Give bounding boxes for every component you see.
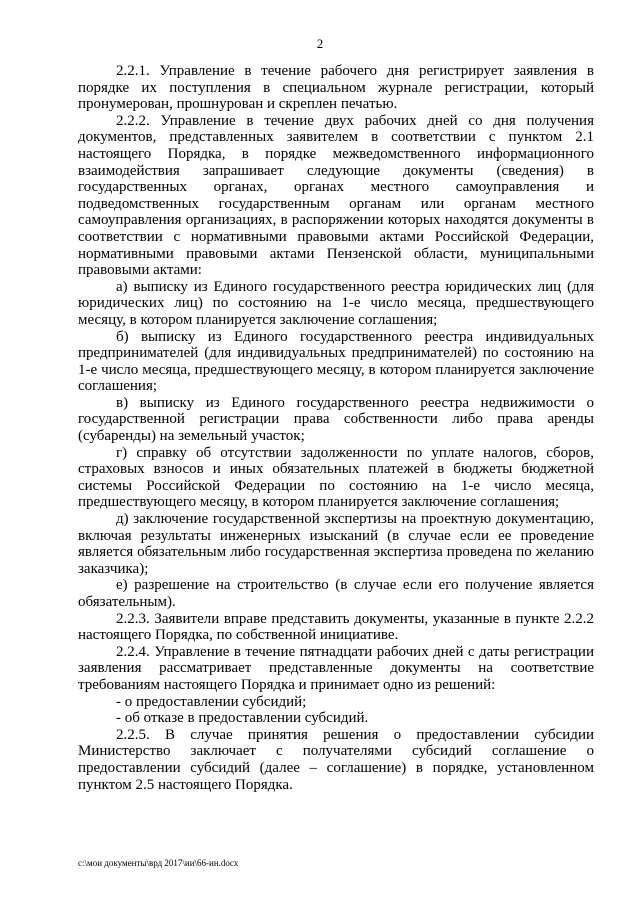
decision-option-refuse: - об отказе в предоставлении субсидий. (116, 710, 369, 727)
list-item-b: б) выписку из Единого государственного реестра индивидуальных предпринимателей (для индивидуальных предпринимателей) по состоянию на 1-е число месяца, предшествующего месяцу, в котором планируется заключение соглашения; (78, 328, 594, 395)
footer-file-path: c:\мои документы\врд 2017\ии\66-ин.docx (78, 858, 239, 868)
paragraph-2-2-2: 2.2.2. Управление в течение двух рабочих дней со дня получения документов, представленных заявителем в соответствии с пунктом 2.1 настоящего Порядка, в порядке межведомственного информационного взаимодействия запрашивает следующие документы (сведения) в государственных органах, органах местного самоуправления и подведомственных государственным органам или органам местного самоуправления организациях, в распоряжении которых находятся документы в соответствии с нормативными правовыми актами Российской Федерации, нормативными правовыми актами Пензенской области, муниципальными правовыми актами: (78, 112, 594, 279)
list-item-a: а) выписку из Единого государственного реестра юридических лиц (для юридических лиц) по состоянию на 1-е число месяца, предшествующего месяцу, в котором планируется заключение соглашения; (78, 278, 594, 328)
list-item-e: е) разрешение на строительство (в случае если его получение является обязательным). (78, 577, 594, 610)
decision-option-grant: - о предоставлении субсидий; (116, 693, 307, 710)
list-item-g: г) справку об отсутствии задолженности по уплате налогов, сборов, страховых взносов и иных обязательных платежей в бюджеты бюджетной системы Российской Федерации по состоянию на 1-е число месяца, предшествующего месяцу, в котором планируется заключение соглашения; (78, 444, 594, 511)
list-item-v: в) выписку из Единого государственного реестра недвижимости о государственной регистрации права собственности либо права аренды (субаренды) на земельный участок; (78, 394, 594, 445)
paragraph-2-2-1: 2.2.1. Управление в течение рабочего дня регистрирует заявления в порядке их поступления в специальном журнале регистрации, который пронумерован, прошнурован и скреплен печатью. (78, 63, 594, 113)
paragraph-2-2-3: 2.2.3. Заявители вправе представить документы, указанные в пункте 2.2.2 настоящего Порядка, по собственной инициативе. (78, 610, 594, 644)
list-item-d: д) заключение государственной экспертизы на проектную документацию, включая результаты инженерных изысканий (в случае если ее проведение является обязательным либо государственная экспертиза проведена по желанию заказчика); (78, 511, 594, 577)
page-number: 2 (316, 36, 324, 51)
paragraph-2-2-4: 2.2.4. Управление в течение пятнадцати рабочих дней с даты регистрации заявления рассматривает представленные документы на соответствие требованиям настоящего Порядка и принимает одно из решений: (78, 643, 594, 693)
paragraph-2-2-5: 2.2.5. В случае принятия решения о предоставлении субсидии Министерство заключает с получателями субсидий соглашение о предоставлении субсидий (далее – соглашение) в порядке, установленном пунктом 2.5 настоящего Порядка. (78, 726, 594, 793)
document-body (78, 63, 594, 793)
